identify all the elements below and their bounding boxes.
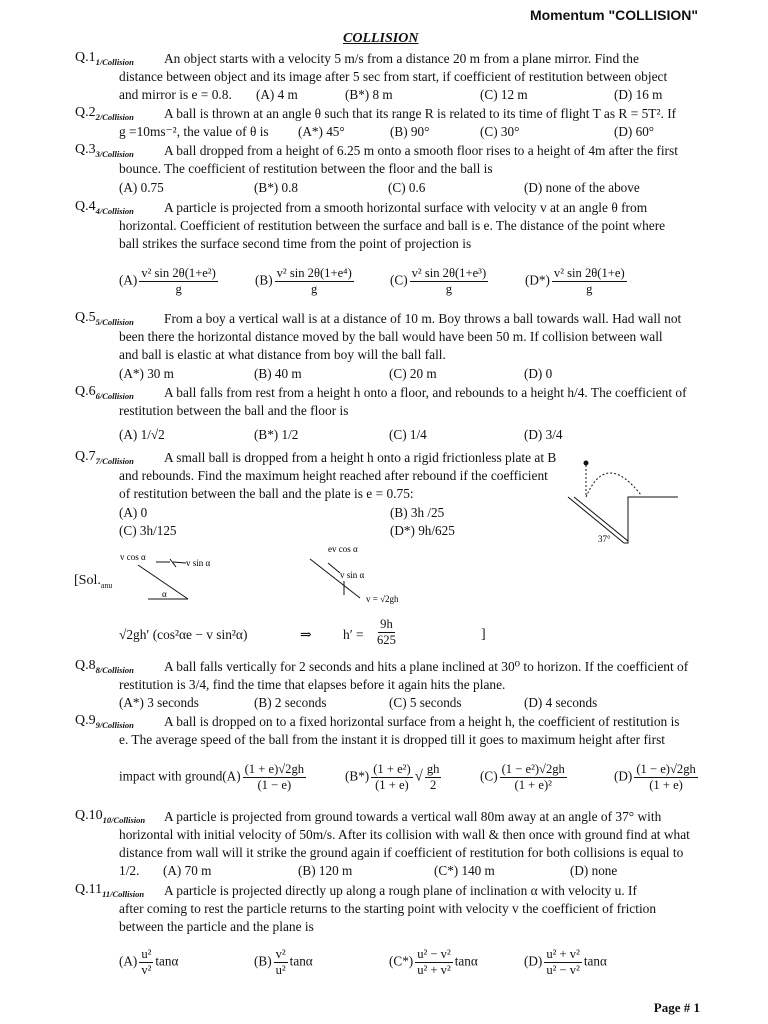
- v-cos-label: v cos α: [120, 552, 146, 562]
- question-text: and ball is elastic at what distance from boy will the ball fall.: [119, 347, 446, 362]
- option: (C*) $\frac{\text{u² − v²}}{\text{u² + v²}}$ tanα: [389, 947, 478, 978]
- question-text: A small ball is dropped from a height h onto a rigid frictionless plate at B: [164, 450, 557, 465]
- question-text: been there the horizontal distance moved by the ball would have been 50 m. If collision between wall: [119, 329, 663, 344]
- option: (B) $\frac{\text{v²}}{\text{u²}}$ tanα: [254, 947, 313, 978]
- option: (B*) 8 m: [345, 87, 393, 102]
- solution-h-prime: h′ =: [343, 627, 364, 642]
- question-number: $Q.6_{6/Collision}$: [75, 384, 134, 401]
- option: (A) 0.75: [119, 180, 164, 195]
- page-title: COLLISION: [343, 31, 419, 46]
- question-text: From a boy a vertical wall is at a distance of 10 m. Boy throws a ball towards wall. Had wall not: [164, 311, 682, 326]
- question-number: $Q.9_{9/Collision}$: [75, 713, 134, 730]
- option: (B) 3h /25: [390, 505, 445, 520]
- option: (B) 120 m: [298, 863, 353, 878]
- question-number: $Q.4_{4/Collision}$: [75, 199, 134, 216]
- page-number: Page # 1: [653, 1000, 700, 1015]
- option: (D) $\frac{(1 - e)√2gh}{(1 + e)}$: [614, 762, 696, 793]
- incline-plate-figure: [566, 455, 686, 550]
- option: (A*) 3 seconds: [119, 695, 199, 710]
- question-number: $Q.3_{3/Collision}$: [75, 142, 134, 159]
- option: (D) none: [570, 863, 618, 878]
- v-sin-label-2: v sin α: [340, 570, 365, 580]
- angle-label: 37°: [598, 534, 611, 544]
- option: (B*) $\frac{\text{(1 + e²)}}{(1 + e)}$ √ $\frac{gh}{2}$: [345, 762, 440, 793]
- option: (A*) 45°: [298, 124, 345, 139]
- question-number: $Q.7_{7/Collision}$: [75, 449, 134, 466]
- question-text: and rebounds. Find the maximum height reached after rebound if the coefficient: [119, 468, 548, 483]
- question-number: $Q.1_{1/Collision}$: [75, 50, 134, 67]
- question-text: of restitution between the ball and the plate is e = 0.75:: [119, 486, 414, 501]
- option: (C) 30°: [480, 124, 520, 139]
- option: (A) $\frac{\text{v² sin 2θ(1+e²)}}{g}$: [119, 266, 216, 297]
- alpha-label: α: [162, 589, 167, 599]
- solution-figure-rebound: [300, 543, 430, 608]
- question-text: ball strikes the surface second time from the point of projection is: [119, 236, 472, 251]
- question-text: and mirror is e = 0.8.: [119, 87, 232, 102]
- option: (C) 3h/125: [119, 523, 177, 538]
- solution-label: [$Sol._{anu}$: [74, 573, 113, 590]
- solution-expression: √2gh′ (cos²αe − v sin²α): [119, 627, 248, 642]
- v-sin-label: v sin α: [186, 558, 211, 568]
- question-text: A particle is projected from ground towards a vertical wall 80m away at an angle of 37° with: [164, 809, 662, 824]
- question-text: 1/2.: [119, 863, 140, 878]
- option: (A) 4 m: [256, 87, 298, 102]
- option: (A*) 30 m: [119, 366, 174, 381]
- option: (D) 0: [524, 366, 553, 381]
- question-text: restitution is 3/4, find the time that elapses before it again hits the plane.: [119, 677, 506, 692]
- option: (C) 1/4: [389, 427, 427, 442]
- question-number: $Q.8_{8/Collision}$: [75, 658, 134, 675]
- question-number: $Q.2_{2/Collision}$: [75, 105, 134, 122]
- question-text: A ball falls from rest from a height h onto a floor, and rebounds to a height h/4. The coefficient of: [164, 385, 687, 400]
- arrow-icon: ⇒: [300, 628, 312, 643]
- ev-cos-label: ev cos α: [328, 544, 358, 554]
- ball-icon: [584, 461, 589, 466]
- question-number: $Q.5_{5/Collision}$: [75, 310, 134, 327]
- question-text: A ball falls vertically for 2 seconds and hits a plane inclined at 30⁰ to horizon. If the coefficient of: [164, 659, 689, 674]
- option: (C) $\frac{\text{v² sin 2θ(1+e³)}}{g}$: [390, 266, 487, 297]
- solution-figure-components: [118, 547, 228, 607]
- option: (A) 0: [119, 505, 148, 520]
- question-text: A particle is projected directly up along a rough plane of inclination α with velocity u. If: [164, 883, 637, 898]
- question-text: g =10ms⁻², the value of θ is: [119, 124, 269, 139]
- option: (D*) $\frac{\text{v² sin 2θ(1+e)}}{g}$: [525, 266, 625, 297]
- question-text: A ball is thrown at an angle θ such that its range R is related to its time of flight T as R = 5T². If: [164, 106, 677, 121]
- option: (D) 60°: [614, 124, 655, 139]
- option: (C) $\frac{\text{(1 − e²)√2gh}}{\text{(1 + e)²}}$: [480, 762, 565, 793]
- option: (D) none of the above: [524, 180, 640, 195]
- question-text: A particle is projected from a smooth horizontal surface with velocity v at an angle θ from: [164, 200, 648, 215]
- option: (B) 2 seconds: [254, 695, 327, 710]
- option: (D) 16 m: [614, 87, 663, 102]
- option: impact with ground(A) $\frac{(1 + e)√2gh}{(1 - e)}$: [119, 762, 305, 793]
- option: (B) 90°: [390, 124, 430, 139]
- solution-fraction: $\frac{9h}{625}$: [377, 617, 396, 648]
- question-number: $Q.10_{10/Collision}$: [75, 808, 146, 825]
- option: (A) 1/√2: [119, 427, 165, 442]
- option: (C) 0.6: [388, 180, 426, 195]
- question-text: horizontal with initial velocity of 50m/s. After its collision with wall & then once with ground find at what: [119, 827, 690, 842]
- question-text: restitution between the ball and the floor is: [119, 403, 349, 418]
- option: (D) 3/4: [524, 427, 563, 442]
- v-equation-label: v = √2gh: [366, 594, 399, 604]
- solution-close: ]: [481, 627, 486, 642]
- question-text: An object starts with a velocity 5 m/s from a distance 20 m from a plane mirror. Find the: [164, 51, 639, 66]
- option: (B) $\frac{\text{v² sin 2θ(1+e⁴)}}{g}$: [255, 266, 352, 297]
- question-text: between the particle and the plane is: [119, 919, 314, 934]
- question-number: $Q.11_{11/Collision}$: [75, 882, 145, 899]
- option: (A) 70 m: [163, 863, 212, 878]
- option: (B) 40 m: [254, 366, 302, 381]
- option: (C*) 140 m: [434, 863, 495, 878]
- header-title: Momentum "COLLISION": [529, 7, 698, 23]
- option: (D) $\frac{\text{u² + v²}}{\text{u² − v²}}$ tanα: [524, 947, 607, 978]
- question-text: A ball dropped from a height of 6.25 m onto a smooth floor rises to a height of 4m after the first: [164, 143, 678, 158]
- question-text: A ball is dropped on to a fixed horizontal surface from a height h, the coefficient of restitution is: [164, 714, 680, 729]
- option: (D*) 9h/625: [390, 523, 455, 538]
- question-text: distance between object and its image after 5 sec from start, if coefficient of restitution between object: [119, 69, 668, 84]
- option: (C) 5 seconds: [389, 695, 462, 710]
- option: (B*) 0.8: [254, 180, 298, 195]
- option: (A) $\frac{\text{u²}}{\text{v²}}$ tanα: [119, 947, 179, 978]
- option: (B*) 1/2: [254, 427, 299, 442]
- question-text: e. The average speed of the ball from the instant it is dropped till it goes to maximum height after first: [119, 732, 666, 747]
- question-text: bounce. The coefficient of restitution between the floor and the ball is: [119, 161, 493, 176]
- option: (C) 12 m: [480, 87, 528, 102]
- option: (C) 20 m: [389, 366, 437, 381]
- question-text: distance from wall will it strike the ground again if coefficient of restitution for both collisions is equal to: [119, 845, 684, 860]
- question-text: after coming to rest the particle returns to the starting point with velocity v the coefficient of friction: [119, 901, 657, 916]
- question-text: horizontal. Coefficient of restitution between the surface and ball is e. The distance of the point where: [119, 218, 666, 233]
- option: (D) 4 seconds: [524, 695, 598, 710]
